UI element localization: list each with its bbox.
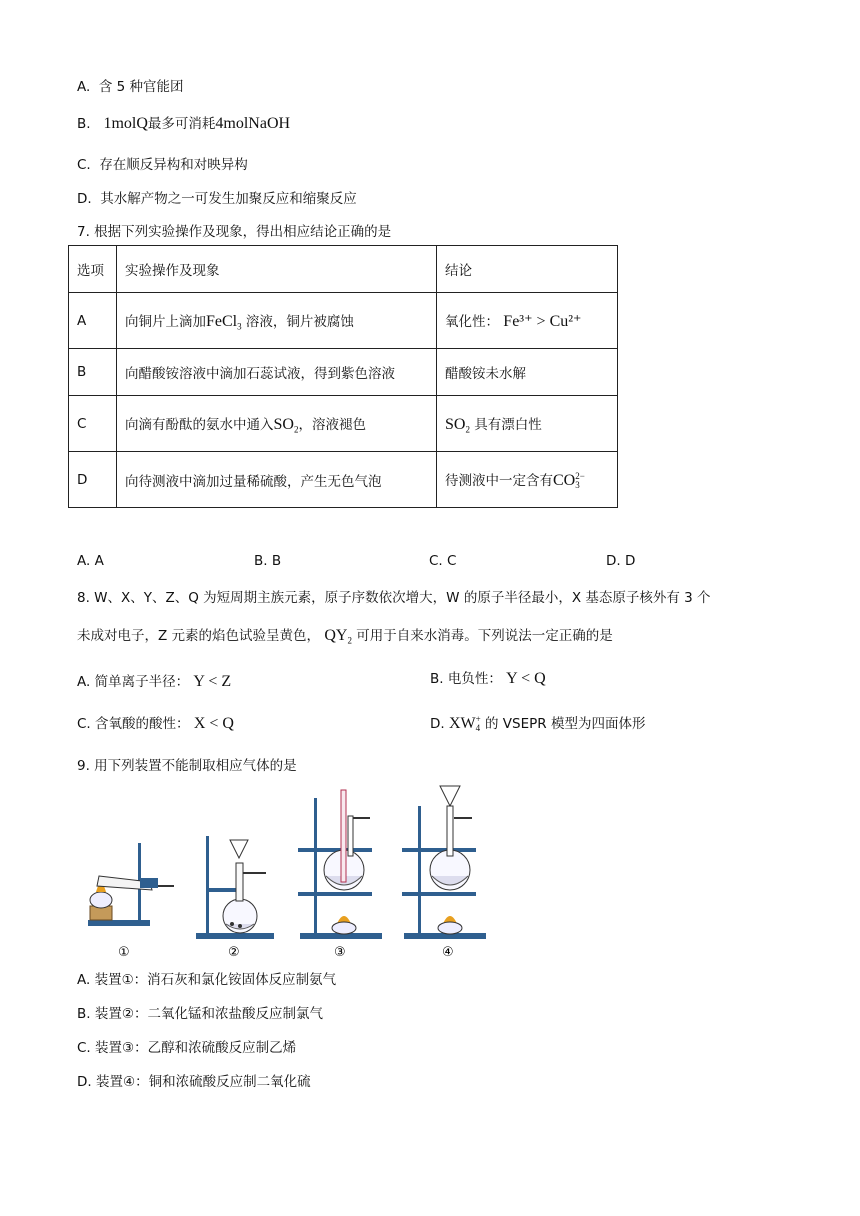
table-header-row [69, 246, 618, 293]
table-cell-conclusion: 氧化性： Fe³⁺ > Cu²⁺ [437, 293, 618, 349]
q7-option-b: B. B [254, 553, 282, 569]
q6-option-a: A. 含 5 种官能团 [77, 79, 184, 95]
table-header-cell: 选项 [69, 246, 117, 293]
q8-option-b: B. 电负性： Y < Q [430, 670, 546, 687]
table-cell-conclusion: 待测液中一定含有CO 2− 3 [437, 452, 618, 508]
q6-option-c: C. 存在顺反异构和对映异构 [77, 157, 248, 173]
q6-option-d: D. 其水解产物之一可发生加聚反应和缩聚反应 [77, 191, 357, 207]
q7-option-c: C. C [429, 553, 457, 569]
q7-option-a: A. A [77, 553, 104, 569]
q9-option-a: A. 装置①：消石灰和氯化铵固体反应制氨气 [77, 972, 337, 988]
q9-stem: 9. 用下列装置不能制取相应气体的是 [77, 758, 297, 774]
apparatus-4 [402, 786, 486, 939]
table-row [69, 293, 618, 349]
table-row [69, 349, 618, 396]
apparatus-label-1: ① [118, 945, 130, 960]
q7-option-d: D. D [606, 553, 636, 569]
table-cell-option: A [69, 293, 117, 349]
table-cell-option: C [69, 396, 117, 452]
q6-option-b: B. 1molQ最多可消耗4molNaOH [77, 115, 291, 132]
q7-table [68, 245, 618, 508]
table-header-cell: 结论 [437, 246, 618, 293]
table-cell-option: D [69, 452, 117, 508]
table-cell-option: B [69, 349, 117, 396]
apparatus-label-3: ③ [334, 945, 346, 960]
q8-stem-line2: 未成对电子，Z 元素的焰色试验呈黄色， $QY_2$ 可用于自来水消毒。下列说法一定正确的是 [77, 627, 613, 646]
table-cell-operation: 向待测液中滴加过量稀硫酸，产生无色气泡 [117, 452, 437, 508]
q9-option-b: B. 装置②：二氧化锰和浓盐酸反应制氯气 [77, 1006, 323, 1022]
table-row [69, 452, 618, 508]
table-header-cell: 实验操作及现象 [117, 246, 437, 293]
q9-option-d: D. 装置④：铜和浓硫酸反应制二氧化硫 [77, 1074, 311, 1090]
apparatus-1 [88, 843, 174, 926]
apparatus-label-4: ④ [442, 945, 454, 960]
lab-apparatus-figure [78, 778, 488, 960]
apparatus-3 [298, 790, 382, 939]
apparatus-label-2: ② [228, 945, 240, 960]
table-cell-operation: 向铜片上滴加FeCl$_3$ 溶液，铜片被腐蚀 [117, 293, 437, 349]
q8-option-d: D. XW + 4 的 VSEPR 模型为四面体形 [430, 714, 646, 733]
q8-option-c: C. 含氧酸的酸性： X < Q [77, 715, 234, 732]
table-cell-operation: 向滴有酚酞的氨水中通入$SO_2$，溶液褪色 [117, 396, 437, 452]
table-cell-operation: 向醋酸铵溶液中滴加石蕊试液，得到紫色溶液 [117, 349, 437, 396]
q8-stem-line1: 8. W、X、Y、Z、Q 为短周期主族元素，原子序数依次增大，W 的原子半径最小，X 基态原子核外有 3 个 [77, 590, 711, 606]
apparatus-2 [196, 836, 274, 939]
table-cell-conclusion: 醋酸铵未水解 [437, 349, 618, 396]
q9-option-c: C. 装置③：乙醇和浓硫酸反应制乙烯 [77, 1040, 297, 1056]
q8-option-a: A. 简单离子半径： Y < Z [77, 673, 232, 690]
q7-stem: 7. 根据下列实验操作及现象，得出相应结论正确的是 [77, 224, 392, 240]
table-cell-conclusion: $SO_2$ 具有漂白性 [437, 396, 618, 452]
table-row [69, 396, 618, 452]
